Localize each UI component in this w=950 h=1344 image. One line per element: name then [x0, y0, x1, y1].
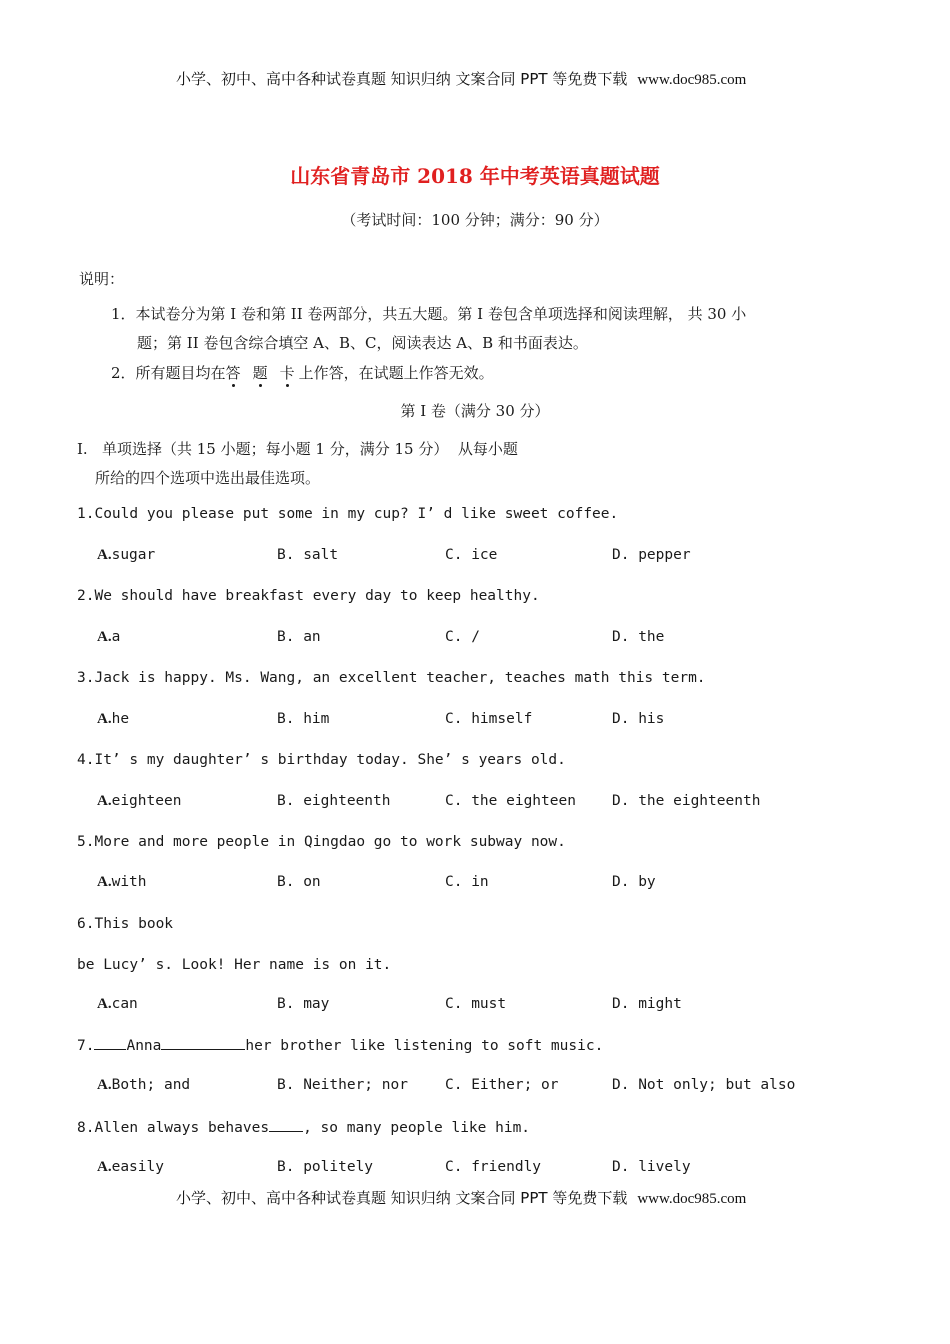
q8-option-d: D. lively: [612, 1159, 691, 1175]
part-heading-line-1: I. 单项选择（共 15 小题；每小题 1 分，满分 15 分） 从每小题: [77, 440, 518, 458]
q2-option-d: D. the: [612, 629, 665, 645]
footer-url: www.doc985.com: [637, 1191, 747, 1207]
q3-option-d: D. his: [612, 711, 665, 727]
q2-option-a: A.a: [97, 629, 121, 645]
emphasis-char: 答: [225, 364, 241, 382]
q4-option-d: D. the eighteenth: [612, 793, 761, 809]
q4-option-a: A.eighteen: [97, 793, 182, 809]
q1-option-d: D. pepper: [612, 547, 691, 563]
header-url: www.doc985.com: [637, 72, 747, 88]
instruction-2-suffix: 上作答，在试题上作答无效。: [298, 364, 494, 382]
q6-option-b: B. may: [277, 996, 330, 1012]
q6-option-d: D. might: [612, 996, 682, 1012]
answer-blank: [161, 1036, 245, 1050]
q6-option-a: A.can: [97, 996, 138, 1012]
emphasis-char: 题: [252, 364, 268, 382]
q3-option-b: B. him: [277, 711, 330, 727]
q4-option-c: C. the eighteen: [445, 793, 576, 809]
question-2-stem: 2.We should have breakfast every day to keep healthy.: [77, 588, 540, 604]
part-heading-line-2: 所给的四个选项中选出最佳选项。: [95, 469, 321, 487]
q2-option-c: C. /: [445, 629, 480, 645]
q1-option-a: A.sugar: [97, 547, 156, 563]
q7-option-c: C. Either; or: [445, 1077, 559, 1093]
question-3-stem: 3.Jack is happy. Ms. Wang, an excellent teacher, teaches math this term.: [77, 670, 706, 686]
page-footer: [176, 1187, 746, 1208]
instruction-2-prefix: 2．所有题目均在: [111, 364, 226, 382]
q6-option-c: C. must: [445, 996, 507, 1012]
header-text: 小学、初中、高中各种试卷真题 知识归纳 文案合同 PPT 等免费下载: [176, 70, 628, 88]
instruction-1-line-2: 题；第 II 卷包含综合填空 A、B、C，阅读表达 A、B 和书面表达。: [137, 334, 588, 352]
question-7-stem: 7. Anna her brother like listening to soft music.: [77, 1038, 604, 1054]
question-6-stem-continued: be Lucy’ s. Look! Her name is on it.: [77, 957, 392, 973]
q8-option-b: B. politely: [277, 1159, 374, 1175]
instruction-1-line-1: 1．本试卷分为第 I 卷和第 II 卷两部分，共五大题。第 I 卷包含单项选择和阅读理解， 共 30 小: [111, 305, 747, 323]
question-8-stem: 8.Allen always behaves , so many people like him.: [77, 1120, 531, 1136]
answer-blank: [269, 1118, 303, 1132]
page-header: [176, 68, 746, 89]
exam-info: （考试时间：100 分钟；满分：90 分）: [341, 211, 609, 229]
q1-option-c: C. ice: [445, 547, 498, 563]
q5-option-a: A.with: [97, 874, 147, 890]
answer-blank: [94, 1036, 126, 1050]
question-5-stem: 5.More and more people in Qingdao go to work subway now.: [77, 834, 566, 850]
section-heading: 第 I 卷（满分 30 分）: [400, 402, 550, 420]
q8-option-a: A.easily: [97, 1159, 164, 1175]
q5-option-b: B. on: [277, 874, 321, 890]
q3-option-c: C. himself: [445, 711, 533, 727]
q5-option-c: C. in: [445, 874, 489, 890]
footer-text: 小学、初中、高中各种试卷真题 知识归纳 文案合同 PPT 等免费下载: [176, 1189, 628, 1207]
q8-option-c: C. friendly: [445, 1159, 542, 1175]
q7-option-b: B. Neither; nor: [277, 1077, 408, 1093]
document-title: 山东省青岛市 2018 年中考英语真题试题: [290, 164, 660, 188]
question-4-stem: 4.It’ s my daughter’ s birthday today. She’ s years old.: [77, 752, 566, 768]
q7-option-d: D. Not only; but also: [612, 1077, 796, 1093]
question-1-stem: 1.Could you please put some in my cup? I’ d like sweet coffee.: [77, 506, 619, 522]
q7-option-a: A.Both; and: [97, 1077, 191, 1093]
question-6-stem: 6.This book: [77, 916, 174, 932]
q3-option-a: A.he: [97, 711, 130, 727]
instructions-label: 说明：: [79, 270, 125, 288]
emphasis-char: 卡: [279, 364, 295, 382]
q1-option-b: B. salt: [277, 547, 339, 563]
q5-option-d: D. by: [612, 874, 656, 890]
q4-option-b: B. eighteenth: [277, 793, 391, 809]
q2-option-b: B. an: [277, 629, 321, 645]
instruction-2: [111, 362, 494, 383]
